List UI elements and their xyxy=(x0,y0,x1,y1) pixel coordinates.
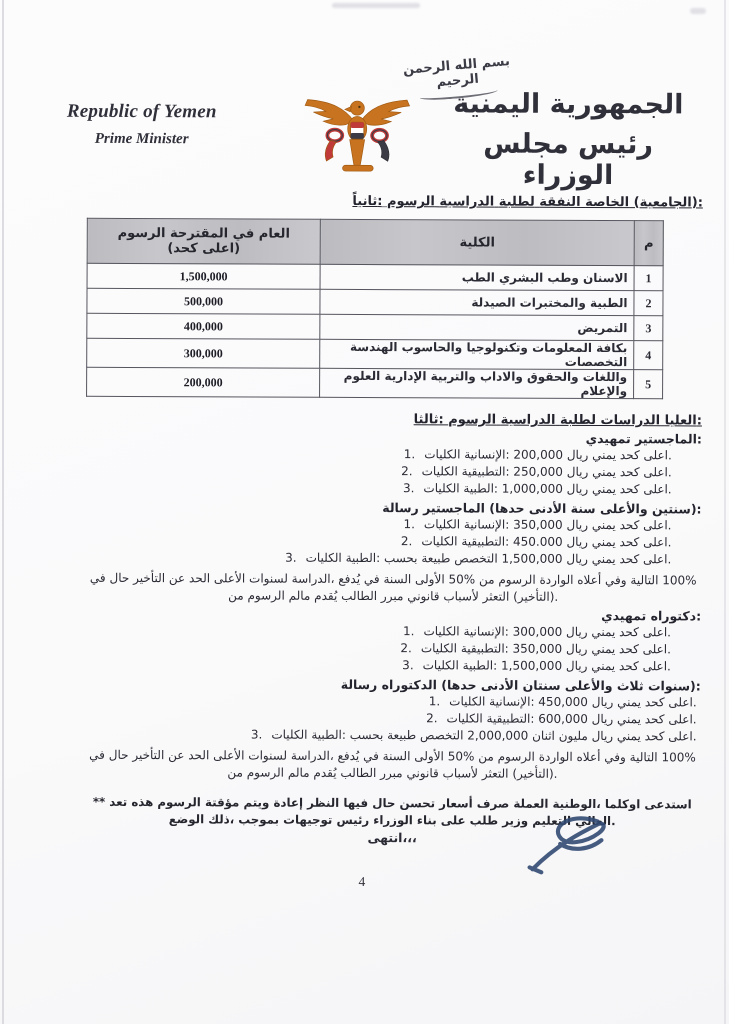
item-number: 2. xyxy=(400,534,413,549)
heading-doctorate-prelim: تمهيدي ‎دكتوراه: xyxy=(601,608,702,624)
page-number: 4 xyxy=(358,873,366,890)
item-text: الكليات ‎الإنسانية: ‎200,000 ‎ريال ‎يمني ‎كحد ‎اعلى. xyxy=(424,447,672,463)
table-row xyxy=(87,288,663,316)
heading-doctorate-thesis: رسالة ‎الدكتوراه ‎(حدها ‎الأدنى ‎سنتان ‎والأعلى ‎ثلاث ‎سنوات): xyxy=(340,676,701,694)
row-fee: 500,000 xyxy=(87,288,320,314)
section-title-postgrad-fees: ثالثا: ‎الرسوم ‎الدراسية ‎لطلبة ‎الدراسات ‎العليا: xyxy=(413,412,702,429)
row-college: الطب ‎البشري ‎وطب ‎الاسنان xyxy=(320,264,634,290)
delay-policy-note-2: في ‎حال ‎التأخير ‎عن ‎الحد ‎الأعلى ‎لسنوات ‎الدراسة، ‎يُدفع ‎في ‎السنة ‎الأولى ‎50% ‎من ‎الرسوم ‎الواردة ‎أعلاه ‎وفي ‎التالية ‎100% ‎من ‎الرسوم ‎مالم ‎يُقدم ‎الطالب ‎مبرر ‎قانوني ‎لأسباب ‎التعثر ‎(التأخير). xyxy=(89,747,696,781)
heading-masters-thesis: رسالة ‎الماجستير ‎(حدها ‎الأدنى ‎سنة ‎والأعلى ‎سنتين): xyxy=(382,500,702,517)
item-text: الكليات ‎الطبية: ‎1,500,000 ‎ريال ‎يمني ‎كحد ‎اعلى. xyxy=(422,658,671,674)
list-item xyxy=(85,726,701,746)
item-text: الكليات ‎الإنسانية: ‎350,000 ‎ريال ‎يمني ‎كحد ‎اعلى. xyxy=(423,517,672,533)
item-text: الكليات ‎الإنسانية: ‎300,000 ‎ريال ‎يمني ‎كحد ‎اعلى. xyxy=(423,624,672,640)
row-fee: 400,000 xyxy=(87,313,320,339)
university-fees-table xyxy=(86,218,664,400)
english-office-title: Prime Minister xyxy=(94,130,189,148)
item-text: الكليات ‎الطبية: ‎بحسب ‎طبيعة ‎التخصص ‎2,000,000 ‎اثنان ‎مليون ‎ريال ‎يمني ‎كحد ‎اعلى. xyxy=(271,727,697,744)
list-masters-prelim xyxy=(86,445,702,499)
row-fee: 200,000 xyxy=(87,367,320,397)
row-fee: 1,500,000 xyxy=(87,263,320,289)
item-number: 1. xyxy=(403,624,415,639)
col-header-fee xyxy=(87,218,320,264)
section-title-university-fees: ثانياً: ‎الرسوم ‎الدراسية ‎لطلبة ‎النفقة ‎الخاصة ‎(الجامعية): xyxy=(352,193,703,211)
item-number: 2. xyxy=(401,464,413,479)
item-text: الكليات ‎التطبيقية: ‎450.000 ‎ريال ‎يمني ‎كحد ‎اعلى. xyxy=(421,534,672,550)
list-masters-thesis xyxy=(85,515,701,569)
row-college: التمريض xyxy=(320,314,634,340)
heading-masters-prelim: تمهيدي ‎الماجستير: xyxy=(585,430,702,447)
item-text: الكليات ‎التطبيقية: ‎600,000 ‎ريال ‎يمني ‎كحد ‎اعلى. xyxy=(446,711,697,727)
row-college: الصيدلة ‎والمختبرات ‎الطبية xyxy=(320,289,634,315)
list-item xyxy=(85,549,701,569)
row-index: 4 xyxy=(634,341,663,370)
closing-word: انتهى،،، xyxy=(367,830,417,846)
table-row xyxy=(87,338,663,370)
table-row xyxy=(87,263,663,291)
english-country-title: Republic of Yemen xyxy=(66,100,217,123)
bismillah-text: بسم الله الرحمن الرحيم xyxy=(402,54,511,91)
table-row xyxy=(87,313,663,341)
item-text: الكليات ‎التطبيقية: ‎350,000 ‎ريال ‎يمني ‎كحد ‎اعلى. xyxy=(420,641,671,657)
document-body xyxy=(84,0,704,846)
item-number: 2. xyxy=(400,641,412,656)
col-header-fee-line2: (كحد ‎اعلى) xyxy=(167,241,241,257)
item-number: 3. xyxy=(402,481,415,496)
item-number: 3. xyxy=(250,727,263,742)
item-number: 3. xyxy=(285,550,297,565)
table-row xyxy=(87,367,663,399)
arabic-country-title: الجمهورية اليمنية xyxy=(453,88,684,121)
row-index: 5 xyxy=(634,370,663,399)
temporary-fees-footnote: ** ‎تعد ‎هذه ‎الرسوم ‎مؤقتة ‎ويتم ‎إعادة ‎النظر ‎فيها ‎حال ‎تحسن ‎أسعار ‎صرف ‎العملة ‎الوطنية، ‎اوكلما ‎استدعى ‎الوضع ‎ذلك، ‎بموجب ‎توجيهات ‎رئيس ‎الوزراء ‎بناء ‎على ‎طلب ‎وزير ‎التعليم ‎العالي. xyxy=(92,794,692,828)
row-index: 1 xyxy=(634,266,663,291)
row-index: 3 xyxy=(634,316,663,341)
arabic-office-title: رئيس مجلس الوزراء xyxy=(483,128,654,192)
col-header-index: م xyxy=(634,221,663,266)
list-item xyxy=(85,656,701,676)
list-doctorate-thesis xyxy=(85,692,701,746)
row-college: العلوم ‎الإدارية ‎والتربية ‎والاداب ‎والحقوق ‎واللغات ‎والإعلام xyxy=(320,368,634,398)
row-fee: 300,000 xyxy=(87,338,320,368)
item-number: 3. xyxy=(402,658,414,673)
item-number: 2. xyxy=(426,711,438,726)
item-number: 1. xyxy=(428,694,441,709)
item-text: الكليات ‎الطبية: ‎1,000,000 ‎ريال ‎يمني ‎كحد ‎اعلى. xyxy=(423,481,672,497)
list-item xyxy=(86,479,702,499)
col-header-fee-line1: الرسوم ‎المقترحة ‎في ‎العام xyxy=(117,225,290,242)
list-doctorate-prelim xyxy=(85,622,701,676)
col-header-college: الكلية xyxy=(320,219,634,265)
item-text: الكليات ‎الطبية: ‎بحسب ‎طبيعة ‎التخصص ‎1,500,000 ‎ريال ‎يمني ‎كحد ‎اعلى. xyxy=(305,550,672,567)
item-number: 1. xyxy=(403,517,415,532)
delay-policy-note-1: في ‎حال ‎التأخير ‎عن ‎الحد ‎الأعلى ‎لسنوات ‎الدراسة، ‎يُدفع ‎في ‎السنة ‎الأولى ‎50% ‎من ‎الرسوم ‎الواردة ‎أعلاه ‎وفي ‎التالية ‎100% ‎من ‎الرسوم ‎مالم ‎يُقدم ‎الطالب ‎مبرر ‎قانوني ‎لأسباب ‎التعثر ‎(التأخير). xyxy=(89,570,697,604)
item-number: 1. xyxy=(403,447,416,462)
item-text: الكليات ‎التطبيقية: ‎250,000 ‎ريال ‎يمني ‎كحد ‎اعلى. xyxy=(421,464,672,480)
item-text: الكليات ‎الإنسانية: ‎450,000 ‎ريال ‎يمني ‎كحد ‎اعلى. xyxy=(449,694,697,710)
row-index: 2 xyxy=(634,291,663,316)
row-college: الهندسة ‎والحاسوب ‎وتكنولوجيا ‎المعلومات ‎بكافة ‎التخصصات xyxy=(320,339,634,369)
table-header-row xyxy=(87,218,663,266)
